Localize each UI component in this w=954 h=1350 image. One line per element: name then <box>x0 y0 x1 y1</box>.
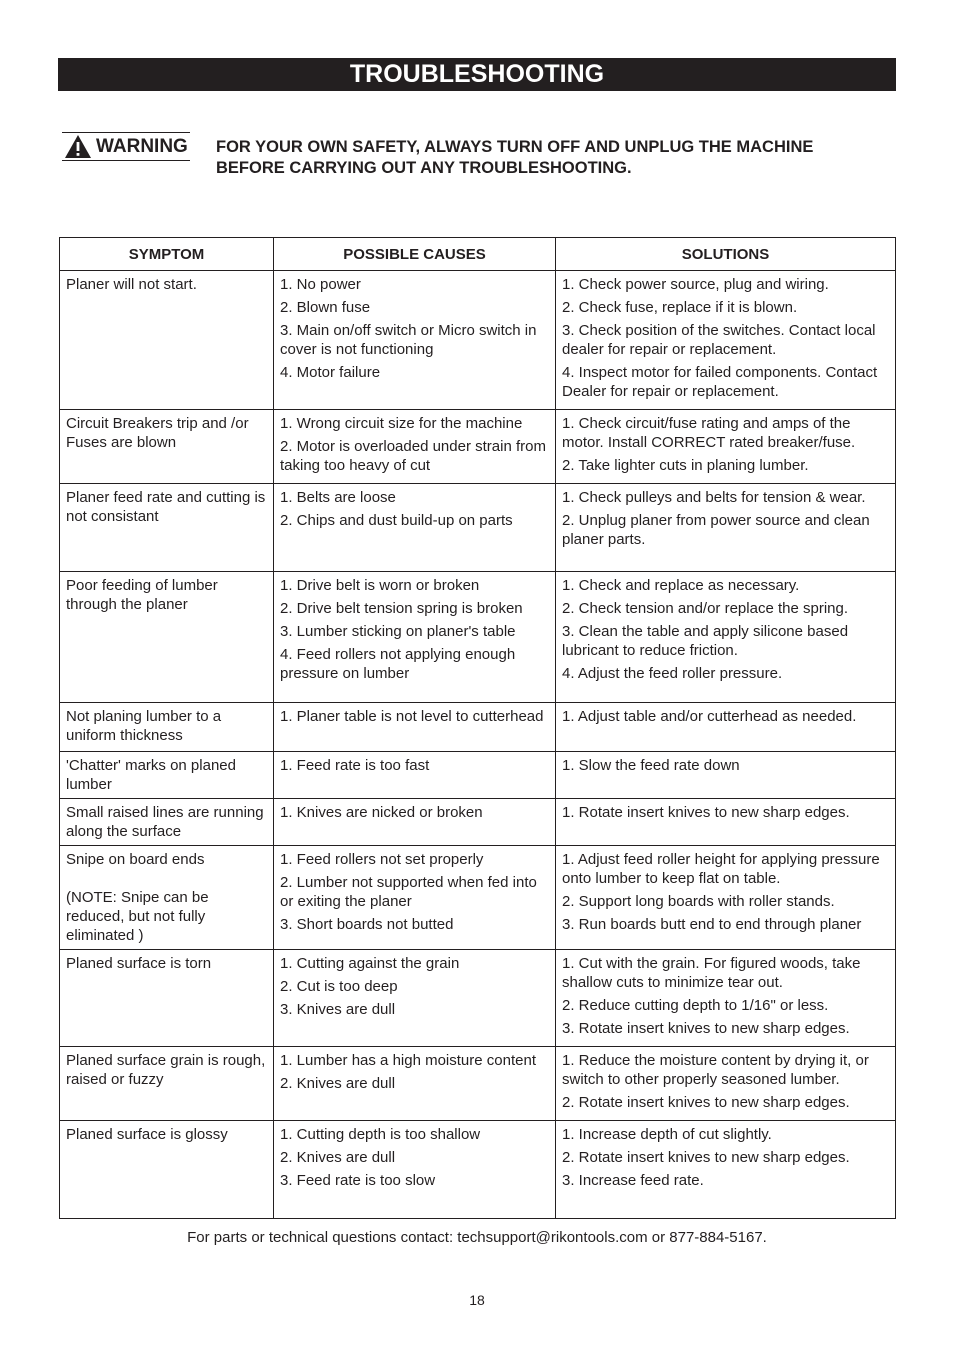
causes-list <box>280 850 549 934</box>
solution-item: 1. Increase depth of cut slightly. <box>562 1126 772 1143</box>
solution-item: 1. Reduce the moisture content by drying it, or switch to other properly seasoned lumber. <box>562 1052 869 1088</box>
symptom-text: Planed surface is torn <box>66 955 212 972</box>
solutions-list <box>562 1051 889 1112</box>
cause-item: 1. No power <box>280 276 361 293</box>
solution-item: 1. Adjust table and/or cutterhead as needed. <box>562 708 857 725</box>
table-row <box>60 271 896 410</box>
page-title: TROUBLESHOOTING <box>58 58 896 91</box>
symptom-cell <box>60 410 274 484</box>
table-row <box>60 703 896 752</box>
symptom-cell <box>60 1047 274 1121</box>
causes-list <box>280 275 549 382</box>
table-row <box>60 752 896 799</box>
table-row <box>60 799 896 846</box>
warning-badge <box>62 132 190 161</box>
troubleshooting-table <box>59 237 896 1219</box>
solution-item: 2. Check tension and/or replace the spring. <box>562 600 849 617</box>
causes-cell <box>274 950 556 1047</box>
symptom-cell <box>60 484 274 572</box>
causes-list <box>280 756 549 775</box>
symptom-text <box>66 869 267 888</box>
solution-item: 1. Rotate insert knives to new sharp edges. <box>562 804 850 821</box>
table-row <box>60 846 896 950</box>
solution-item: 2. Rotate insert knives to new sharp edges. <box>562 1149 850 1166</box>
symptom-text: Small raised lines are running along the surface <box>66 804 264 840</box>
cause-item: 1. Feed rate is too fast <box>280 757 430 774</box>
cause-item: 2. Motor is overloaded under strain from taking too heavy of cut <box>280 438 546 474</box>
solutions-list <box>562 756 889 775</box>
cause-item: 1. Knives are nicked or broken <box>280 804 483 821</box>
solutions-list <box>562 576 889 683</box>
symptom-text: Planed surface grain is rough, raised or fuzzy <box>66 1052 266 1088</box>
solutions-list <box>562 803 889 822</box>
solutions-cell <box>556 703 896 752</box>
solutions-cell <box>556 410 896 484</box>
symptom-text: Planed surface is glossy <box>66 1126 228 1143</box>
symptom-text: Not planing lumber to a uniform thickness <box>66 708 222 744</box>
cause-item: 1. Cutting against the grain <box>280 955 460 972</box>
symptom-text: Snipe on board ends <box>66 851 205 868</box>
causes-list <box>280 954 549 1019</box>
table-row <box>60 1047 896 1121</box>
cause-item: 1. Lumber has a high moisture content <box>280 1052 536 1069</box>
solutions-cell <box>556 950 896 1047</box>
causes-list <box>280 488 549 530</box>
solutions-cell <box>556 572 896 703</box>
causes-list <box>280 576 549 683</box>
symptom-cell <box>60 271 274 410</box>
cause-item: 1. Drive belt is worn or broken <box>280 577 480 594</box>
symptom-cell <box>60 846 274 950</box>
causes-cell <box>274 572 556 703</box>
solutions-cell <box>556 1121 896 1219</box>
cause-item: 1. Wrong circuit size for the machine <box>280 415 523 432</box>
solutions-list <box>562 414 889 475</box>
table-row <box>60 410 896 484</box>
warning-triangle-icon <box>64 134 92 159</box>
solution-item: 2. Take lighter cuts in planing lumber. <box>562 457 809 474</box>
solutions-cell <box>556 752 896 799</box>
solution-item: 1. Check and replace as necessary. <box>562 577 800 594</box>
solutions-cell <box>556 271 896 410</box>
cause-item: 2. Cut is too deep <box>280 978 398 995</box>
table-row <box>60 484 896 572</box>
symptom-cell <box>60 703 274 752</box>
cause-item: 3. Feed rate is too slow <box>280 1172 436 1189</box>
solution-item: 1. Cut with the grain. For figured woods, take shallow cuts to minimize tear out. <box>562 955 861 991</box>
solution-item: 2. Support long boards with roller stands. <box>562 893 835 910</box>
causes-cell <box>274 752 556 799</box>
solution-item: 1. Adjust feed roller height for applying pressure onto lumber to keep flat on table. <box>562 851 880 887</box>
table-row <box>60 572 896 703</box>
cause-item: 2. Chips and dust build-up on parts <box>280 512 513 529</box>
solution-item: 2. Unplug planer from power source and clean planer parts. <box>562 512 870 548</box>
solutions-cell <box>556 846 896 950</box>
warning-message <box>216 137 896 179</box>
causes-cell <box>274 1047 556 1121</box>
cause-item: 4. Motor failure <box>280 364 381 381</box>
cause-item: 1. Planer table is not level to cutterhead <box>280 708 544 725</box>
solution-item: 1. Check pulleys and belts for tension & wear. <box>562 489 866 506</box>
header-symptom: SYMPTOM <box>60 238 274 271</box>
solutions-list <box>562 954 889 1038</box>
cause-item: 3. Lumber sticking on planer's table <box>280 623 516 640</box>
symptom-text: Planer feed rate and cutting is not consistant <box>66 489 266 525</box>
symptom-text: Planer will not start. <box>66 276 197 293</box>
cause-item: 2. Blown fuse <box>280 299 371 316</box>
solution-item: 3. Increase feed rate. <box>562 1172 704 1189</box>
solutions-list <box>562 707 889 726</box>
solutions-cell <box>556 1047 896 1121</box>
solution-item: 1. Check power source, plug and wiring. <box>562 276 829 293</box>
header-solutions: SOLUTIONS <box>556 238 896 271</box>
solution-item: 3. Check position of the switches. Contact local dealer for repair or replacement. <box>562 322 876 358</box>
warning-line: FOR YOUR OWN SAFETY, ALWAYS TURN OFF AND UNPLUG THE MACHINE <box>216 138 814 156</box>
solutions-list <box>562 488 889 549</box>
solution-item: 1. Slow the feed rate down <box>562 757 740 774</box>
symptom-cell <box>60 950 274 1047</box>
solution-item: 1. Check circuit/fuse rating and amps of the motor. Install CORRECT rated breaker/fuse. <box>562 415 856 451</box>
solution-item: 3. Clean the table and apply silicone based lubricant to reduce friction. <box>562 623 849 659</box>
cause-item: 1. Cutting depth is too shallow <box>280 1126 481 1143</box>
solutions-list <box>562 850 889 934</box>
causes-cell <box>274 271 556 410</box>
causes-cell <box>274 846 556 950</box>
causes-cell <box>274 484 556 572</box>
warning-label: WARNING <box>96 135 188 157</box>
symptom-text: Circuit Breakers trip and /or Fuses are blown <box>66 415 249 451</box>
contact-footer: For parts or technical questions contact: techsupport@rikontools.com or 877-884-5167. <box>187 1229 767 1246</box>
solutions-list <box>562 1125 889 1190</box>
solution-item: 4. Adjust the feed roller pressure. <box>562 665 783 682</box>
warning-line: BEFORE CARRYING OUT ANY TROUBLESHOOTING. <box>216 159 632 177</box>
symptom-cell <box>60 1121 274 1219</box>
solution-item: 4. Inspect motor for failed components. Contact Dealer for repair or replacement. <box>562 364 878 400</box>
cause-item: 2. Knives are dull <box>280 1149 396 1166</box>
causes-list <box>280 414 549 475</box>
solution-item: 2. Rotate insert knives to new sharp edges. <box>562 1094 850 1111</box>
cause-item: 3. Knives are dull <box>280 1001 396 1018</box>
solution-item: 2. Check fuse, replace if it is blown. <box>562 299 798 316</box>
solutions-list <box>562 275 889 401</box>
causes-list <box>280 707 549 726</box>
causes-cell <box>274 410 556 484</box>
causes-cell <box>274 703 556 752</box>
solutions-cell <box>556 799 896 846</box>
symptom-cell <box>60 572 274 703</box>
symptom-cell <box>60 799 274 846</box>
symptom-text: 'Chatter' marks on planed lumber <box>66 757 236 793</box>
table-row <box>60 950 896 1047</box>
causes-list <box>280 1125 549 1190</box>
solution-item: 3. Run boards butt end to end through planer <box>562 916 862 933</box>
cause-item: 3. Main on/off switch or Micro switch in cover is not functioning <box>280 322 537 358</box>
cause-item: 4. Feed rollers not applying enough pressure on lumber <box>280 646 516 682</box>
symptom-text: Poor feeding of lumber through the planer <box>66 577 218 613</box>
solutions-cell <box>556 484 896 572</box>
solution-item: 3. Rotate insert knives to new sharp edges. <box>562 1020 850 1037</box>
symptom-cell <box>60 752 274 799</box>
cause-item: 2. Knives are dull <box>280 1075 396 1092</box>
causes-cell <box>274 1121 556 1219</box>
table-row <box>60 1121 896 1219</box>
cause-item: 1. Belts are loose <box>280 489 396 506</box>
cause-item: 3. Short boards not butted <box>280 916 454 933</box>
solution-item: 2. Reduce cutting depth to 1/16" or less. <box>562 997 829 1014</box>
causes-list <box>280 1051 549 1093</box>
causes-list <box>280 803 549 822</box>
cause-item: 2. Drive belt tension spring is broken <box>280 600 523 617</box>
table-header-row <box>60 238 896 271</box>
causes-cell <box>274 799 556 846</box>
header-possible-causes: POSSIBLE CAUSES <box>274 238 556 271</box>
symptom-text: (NOTE: Snipe can be reduced, but not fully eliminated ) <box>66 889 209 944</box>
page-number: 18 <box>469 1292 485 1308</box>
cause-item: 1. Feed rollers not set properly <box>280 851 484 868</box>
cause-item: 2. Lumber not supported when fed into or exiting the planer <box>280 874 537 910</box>
